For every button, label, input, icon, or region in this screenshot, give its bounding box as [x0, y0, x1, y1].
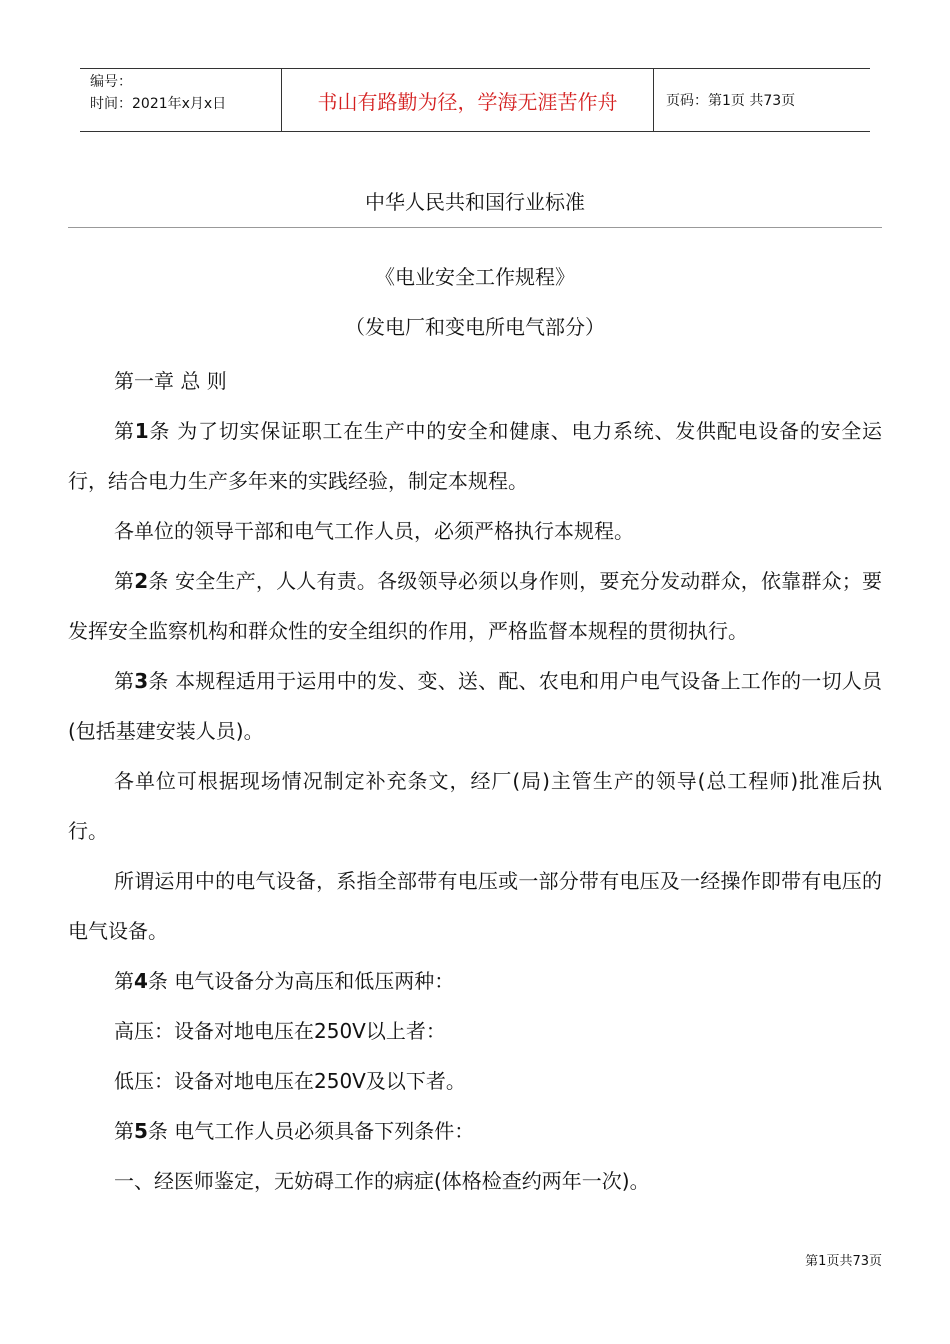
page-footer: 第1页共73页	[805, 1254, 882, 1269]
paragraph: 所谓运用中的电气设备，系指全部带有电压或一部分带有电压及一经操作即带有电压的电气设备。	[68, 869, 882, 943]
paragraph: 低压：设备对地电压在250V及以下者。	[114, 1069, 466, 1093]
article-2: 第2条 安全生产，人人有责。各级领导必须以身作则，要充分发动群众，依靠群众；要发挥安全监察机构和群众性的安全组织的作用，严格监督本规程的贯彻执行。	[68, 569, 882, 643]
header-meta	[80, 69, 282, 131]
article-4: 第4条 电气设备分为高压和低压两种：	[114, 969, 455, 993]
document-subtitle: （发电厂和变电所电气部分）	[345, 315, 605, 339]
serial-label: 编号：	[90, 74, 132, 90]
time-label: 时间：2021年x月x日	[90, 96, 227, 112]
paragraph: 高压：设备对地电压在250V以上者：	[114, 1019, 446, 1043]
chapter-heading: 第一章 总 则	[114, 369, 227, 393]
header-motto: 书山有路勤为径，学海无涯苦作舟	[282, 69, 654, 131]
paragraph: 一、经医师鉴定，无妨碍工作的病症(体格检查约两年一次)。	[114, 1169, 650, 1193]
article-5: 第5条 电气工作人员必须具备下列条件：	[114, 1119, 475, 1143]
paragraph: 各单位的领导干部和电气工作人员，必须严格执行本规程。	[114, 519, 634, 543]
document-body	[68, 356, 882, 1206]
article-1: 第1条 为了切实保证职工在生产中的安全和健康、电力系统、发供配电设备的安全运行，结合电力生产多年来的实践经验，制定本规程。	[68, 419, 882, 493]
standard-title: 中华人民共和国行业标准	[365, 190, 585, 214]
article-3: 第3条 本规程适用于运用中的发、变、送、配、农电和用户电气设备上工作的一切人员(包括基建安装人员)。	[68, 669, 882, 743]
header-page-info: 页码：第1页 共73页	[666, 93, 796, 109]
title-divider	[68, 227, 882, 228]
page-header	[80, 68, 870, 132]
document-title: 《电业安全工作规程》	[375, 265, 575, 289]
paragraph: 各单位可根据现场情况制定补充条文，经厂(局)主管生产的领导(总工程师)批准后执行。	[68, 769, 882, 843]
